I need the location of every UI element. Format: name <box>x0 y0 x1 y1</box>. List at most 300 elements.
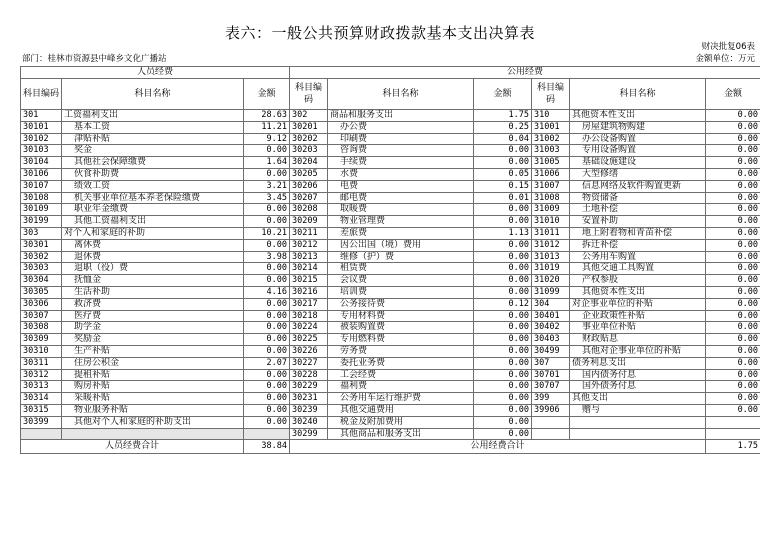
public-left-name-cell: 工会经费 <box>328 369 474 381</box>
public-left-amount-cell: 0.00 <box>474 334 532 346</box>
table-row <box>21 157 760 169</box>
public-right-name-cell <box>570 428 706 440</box>
personnel-code-cell <box>21 428 62 440</box>
personnel-amount-cell: 9.12 <box>244 133 290 145</box>
personnel-code-cell: 30108 <box>21 192 62 204</box>
col-header-name: 科目名称 <box>570 79 706 110</box>
personnel-amount-cell: 3.21 <box>244 180 290 192</box>
public-left-code-cell: 30207 <box>290 192 328 204</box>
public-left-name-cell: 专用燃料费 <box>328 334 474 346</box>
personnel-code-cell: 30310 <box>21 345 62 357</box>
table-row <box>21 168 760 180</box>
personnel-name-cell: 伙食补助费 <box>62 168 244 180</box>
public-left-code-cell: 30218 <box>290 310 328 322</box>
public-right-amount-cell: 0.00 <box>706 381 760 393</box>
public-left-amount-cell: 0.01 <box>474 192 532 204</box>
personnel-name-cell: 退休费 <box>62 251 244 263</box>
public-left-amount-cell: 0.00 <box>474 157 532 169</box>
public-left-name-cell: 会议费 <box>328 275 474 287</box>
public-right-name-cell: 其他支出 <box>570 393 706 405</box>
public-right-name-cell: 债务利息支出 <box>570 357 706 369</box>
public-left-amount-cell: 0.00 <box>474 145 532 157</box>
personnel-code-cell: 30312 <box>21 369 62 381</box>
public-right-name-cell: 产权参股 <box>570 275 706 287</box>
public-left-name-cell: 劳务费 <box>328 345 474 357</box>
personnel-amount-cell: 0.00 <box>244 310 290 322</box>
public-left-code-cell: 30206 <box>290 180 328 192</box>
public-right-code-cell: 30402 <box>532 322 570 334</box>
public-left-amount-cell: 0.00 <box>474 322 532 334</box>
public-right-amount-cell: 0.00 <box>706 310 760 322</box>
personnel-code-cell: 30103 <box>21 145 62 157</box>
public-left-code-cell: 30208 <box>290 204 328 216</box>
public-right-amount-cell: 0.00 <box>706 204 760 216</box>
personnel-name-cell: 生活补助 <box>62 286 244 298</box>
table-row <box>21 404 760 416</box>
public-right-amount-cell: 0.00 <box>706 145 760 157</box>
public-left-amount-cell: 0.05 <box>474 168 532 180</box>
table-row <box>21 286 760 298</box>
table-row <box>21 275 760 287</box>
personnel-amount-cell: 11.21 <box>244 121 290 133</box>
public-right-amount-cell: 0.00 <box>706 393 760 405</box>
table-row <box>21 110 760 122</box>
public-right-name-cell: 土地补偿 <box>570 204 706 216</box>
public-left-amount-cell: 0.00 <box>474 369 532 381</box>
public-right-code-cell: 304 <box>532 298 570 310</box>
table-row <box>21 345 760 357</box>
public-left-name-cell: 咨询费 <box>328 145 474 157</box>
public-left-code-cell: 30204 <box>290 157 328 169</box>
public-right-amount-cell: 0.00 <box>706 298 760 310</box>
col-header-amount: 金额 <box>474 79 532 110</box>
personnel-amount-cell: 0.00 <box>244 322 290 334</box>
table-row <box>21 310 760 322</box>
public-left-amount-cell: 0.00 <box>474 239 532 251</box>
expenditure-table <box>20 66 760 454</box>
personnel-name-cell: 其他社会保障缴费 <box>62 157 244 169</box>
personnel-name-cell: 抚恤金 <box>62 275 244 287</box>
table-row <box>21 251 760 263</box>
public-left-amount-cell: 0.00 <box>474 393 532 405</box>
public-left-amount-cell: 0.25 <box>474 121 532 133</box>
personnel-name-cell: 对个人和家庭的补助 <box>62 227 244 239</box>
public-left-name-cell: 公务接待费 <box>328 298 474 310</box>
personnel-name-cell: 职业年金缴费 <box>62 204 244 216</box>
public-right-name-cell: 其他交通工具购置 <box>570 263 706 275</box>
personnel-name-cell: 机关事业单位基本养老保险缴费 <box>62 192 244 204</box>
public-left-name-cell: 商品和服务支出 <box>328 110 474 122</box>
public-right-code-cell: 31012 <box>532 239 570 251</box>
public-right-code-cell: 30499 <box>532 345 570 357</box>
personnel-name-cell <box>62 428 244 440</box>
personnel-code-cell: 30101 <box>21 121 62 133</box>
report-title: 表六：一般公共预算财政拨款基本支出决算表 <box>224 24 535 42</box>
public-right-name-cell: 其他对企事业单位的补贴 <box>570 345 706 357</box>
personnel-name-cell: 物业服务补贴 <box>62 404 244 416</box>
public-right-name-cell: 房屋建筑物购建 <box>570 121 706 133</box>
public-right-name-cell: 其他资本性支出 <box>570 286 706 298</box>
public-left-name-cell: 委托业务费 <box>328 357 474 369</box>
public-right-code-cell: 31003 <box>532 145 570 157</box>
public-left-code-cell: 30203 <box>290 145 328 157</box>
public-left-name-cell: 公务用车运行维护费 <box>328 393 474 405</box>
public-right-code-cell: 31005 <box>532 157 570 169</box>
personnel-code-cell: 30307 <box>21 310 62 322</box>
public-left-amount-cell: 1.13 <box>474 227 532 239</box>
public-right-code-cell: 31008 <box>532 192 570 204</box>
public-right-amount-cell: 0.00 <box>706 110 760 122</box>
public-right-code-cell: 31006 <box>532 168 570 180</box>
personnel-amount-cell: 1.64 <box>244 157 290 169</box>
personnel-name-cell: 离休费 <box>62 239 244 251</box>
public-left-code-cell: 30228 <box>290 369 328 381</box>
public-right-code-cell: 30401 <box>532 310 570 322</box>
personnel-code-cell: 30102 <box>21 133 62 145</box>
public-left-code-cell: 30240 <box>290 416 328 428</box>
public-left-code-cell: 30299 <box>290 428 328 440</box>
public-left-code-cell: 302 <box>290 110 328 122</box>
public-right-code-cell: 31020 <box>532 275 570 287</box>
public-right-amount-cell: 0.00 <box>706 369 760 381</box>
public-right-name-cell: 大型修缮 <box>570 168 706 180</box>
public-right-code-cell: 39906 <box>532 404 570 416</box>
public-right-code-cell: 31019 <box>532 263 570 275</box>
table-row <box>21 334 760 346</box>
public-left-name-cell: 手续费 <box>328 157 474 169</box>
personnel-name-cell: 基本工资 <box>62 121 244 133</box>
public-left-code-cell: 30201 <box>290 121 328 133</box>
public-right-amount-cell: 0.00 <box>706 334 760 346</box>
public-left-amount-cell: 0.00 <box>474 216 532 228</box>
table-row <box>21 227 760 239</box>
money-unit: 金额单位：万元 <box>695 54 755 64</box>
public-total-amount: 1.75 <box>706 440 760 454</box>
public-left-amount-cell: 0.00 <box>474 428 532 440</box>
public-right-name-cell: 赠与 <box>570 404 706 416</box>
personnel-code-cell: 30199 <box>21 216 62 228</box>
personnel-code-cell: 30309 <box>21 334 62 346</box>
personnel-code-cell: 30104 <box>21 157 62 169</box>
public-right-amount-cell: 0.00 <box>706 216 760 228</box>
table-row <box>21 192 760 204</box>
personnel-code-cell: 30109 <box>21 204 62 216</box>
personnel-name-cell: 其他对个人和家庭的补助支出 <box>62 416 244 428</box>
public-left-amount-cell: 0.15 <box>474 180 532 192</box>
public-right-amount-cell: 0.00 <box>706 286 760 298</box>
public-right-amount-cell: 0.00 <box>706 239 760 251</box>
personnel-name-cell: 其他工资福利支出 <box>62 216 244 228</box>
personnel-amount-cell: 28.63 <box>244 110 290 122</box>
public-left-amount-cell: 0.00 <box>474 345 532 357</box>
public-right-amount-cell: 0.00 <box>706 168 760 180</box>
personnel-code-cell: 30107 <box>21 180 62 192</box>
personnel-amount-cell <box>244 428 290 440</box>
public-right-name-cell: 公务用车购置 <box>570 251 706 263</box>
table-row <box>21 145 760 157</box>
public-right-code-cell: 310 <box>532 110 570 122</box>
table-row <box>21 322 760 334</box>
public-left-amount-cell: 0.00 <box>474 275 532 287</box>
public-right-amount-cell <box>706 416 760 428</box>
group-header-personnel: 人员经费 <box>21 67 290 79</box>
table-row <box>21 298 760 310</box>
personnel-name-cell: 医疗费 <box>62 310 244 322</box>
personnel-code-cell: 30308 <box>21 322 62 334</box>
public-left-amount-cell: 0.00 <box>474 416 532 428</box>
public-right-code-cell: 30701 <box>532 369 570 381</box>
public-left-amount-cell: 0.00 <box>474 204 532 216</box>
personnel-total-amount: 38.84 <box>244 440 290 454</box>
public-left-name-cell: 差旅费 <box>328 227 474 239</box>
personnel-code-cell: 301 <box>21 110 62 122</box>
personnel-amount-cell: 0.00 <box>244 334 290 346</box>
public-right-code-cell: 30707 <box>532 381 570 393</box>
public-right-code-cell: 30403 <box>532 334 570 346</box>
personnel-name-cell: 购房补贴 <box>62 381 244 393</box>
public-right-code-cell: 31002 <box>532 133 570 145</box>
public-left-code-cell: 30224 <box>290 322 328 334</box>
group-header-public: 公用经费 <box>290 67 760 79</box>
personnel-code-cell: 30106 <box>21 168 62 180</box>
public-right-amount-cell: 0.00 <box>706 192 760 204</box>
public-right-code-cell: 307 <box>532 357 570 369</box>
public-total-label: 公用经费合计 <box>290 440 706 454</box>
personnel-code-cell: 30314 <box>21 393 62 405</box>
public-left-amount-cell: 0.00 <box>474 357 532 369</box>
public-right-amount-cell: 0.00 <box>706 357 760 369</box>
public-right-name-cell: 专用设备购置 <box>570 145 706 157</box>
public-left-amount-cell: 1.75 <box>474 110 532 122</box>
public-left-code-cell: 30226 <box>290 345 328 357</box>
public-left-name-cell: 培训费 <box>328 286 474 298</box>
public-right-name-cell: 安置补助 <box>570 216 706 228</box>
personnel-amount-cell: 10.21 <box>244 227 290 239</box>
public-right-amount-cell: 0.00 <box>706 345 760 357</box>
public-right-amount-cell: 0.00 <box>706 251 760 263</box>
public-right-amount-cell: 0.00 <box>706 263 760 275</box>
public-left-amount-cell: 0.00 <box>474 263 532 275</box>
public-right-amount-cell: 0.00 <box>706 157 760 169</box>
personnel-amount-cell: 0.00 <box>244 145 290 157</box>
personnel-code-cell: 30313 <box>21 381 62 393</box>
public-left-code-cell: 30211 <box>290 227 328 239</box>
table-row <box>21 204 760 216</box>
public-right-code-cell: 31099 <box>532 286 570 298</box>
personnel-amount-cell: 0.00 <box>244 369 290 381</box>
personnel-code-cell: 30302 <box>21 251 62 263</box>
personnel-amount-cell: 3.98 <box>244 251 290 263</box>
public-right-amount-cell: 0.00 <box>706 227 760 239</box>
public-left-code-cell: 30229 <box>290 381 328 393</box>
public-right-code-cell <box>532 428 570 440</box>
public-right-name-cell: 基础设施建设 <box>570 157 706 169</box>
col-header-code: 科目编码 <box>532 79 570 110</box>
table-row <box>21 416 760 428</box>
personnel-amount-cell: 4.16 <box>244 286 290 298</box>
personnel-code-cell: 30315 <box>21 404 62 416</box>
table-row <box>21 381 760 393</box>
public-right-code-cell: 31011 <box>532 227 570 239</box>
table-row <box>21 357 760 369</box>
public-left-code-cell: 30212 <box>290 239 328 251</box>
personnel-amount-cell: 0.00 <box>244 298 290 310</box>
personnel-amount-cell: 0.00 <box>244 239 290 251</box>
public-left-name-cell: 福利费 <box>328 381 474 393</box>
personnel-name-cell: 奖励金 <box>62 334 244 346</box>
public-right-name-cell: 企业政策性补贴 <box>570 310 706 322</box>
personnel-code-cell: 30304 <box>21 275 62 287</box>
col-header-code: 科目编码 <box>290 79 328 110</box>
public-left-amount-cell: 0.00 <box>474 381 532 393</box>
public-left-code-cell: 30216 <box>290 286 328 298</box>
public-right-code-cell: 31007 <box>532 180 570 192</box>
personnel-name-cell: 生产补贴 <box>62 345 244 357</box>
public-right-code-cell: 31009 <box>532 204 570 216</box>
personnel-amount-cell: 0.00 <box>244 416 290 428</box>
personnel-code-cell: 30303 <box>21 263 62 275</box>
public-left-amount-cell: 0.00 <box>474 286 532 298</box>
personnel-name-cell: 住房公积金 <box>62 357 244 369</box>
personnel-amount-cell: 0.00 <box>244 345 290 357</box>
public-right-name-cell: 其他资本性支出 <box>570 110 706 122</box>
public-left-code-cell: 30225 <box>290 334 328 346</box>
public-left-name-cell: 税金及附加费用 <box>328 416 474 428</box>
col-header-code: 科目编码 <box>21 79 62 110</box>
table-row <box>21 393 760 405</box>
public-left-name-cell: 印刷费 <box>328 133 474 145</box>
public-right-name-cell: 国内债务付息 <box>570 369 706 381</box>
public-left-name-cell: 其他商品和服务支出 <box>328 428 474 440</box>
public-left-code-cell: 30217 <box>290 298 328 310</box>
public-right-name-cell: 信息网络及软件购置更新 <box>570 180 706 192</box>
public-left-name-cell: 因公出国（境）费用 <box>328 239 474 251</box>
public-left-amount-cell: 0.12 <box>474 298 532 310</box>
public-left-name-cell: 水费 <box>328 168 474 180</box>
personnel-name-cell: 助学金 <box>62 322 244 334</box>
personnel-code-cell: 30306 <box>21 298 62 310</box>
table-row <box>21 216 760 228</box>
personnel-name-cell: 奖金 <box>62 145 244 157</box>
public-right-code-cell: 31010 <box>532 216 570 228</box>
personnel-code-cell: 30311 <box>21 357 62 369</box>
personnel-amount-cell: 3.45 <box>244 192 290 204</box>
public-right-amount-cell <box>706 428 760 440</box>
public-right-name-cell: 地上附着物和青苗补偿 <box>570 227 706 239</box>
table-row <box>21 180 760 192</box>
personnel-name-cell: 退职（役）费 <box>62 263 244 275</box>
public-right-code-cell: 399 <box>532 393 570 405</box>
unit-label: 部门：桂林市资源县中峰乡文化广播站 <box>22 54 167 64</box>
public-left-code-cell: 30214 <box>290 263 328 275</box>
personnel-amount-cell: 0.00 <box>244 216 290 228</box>
public-left-amount-cell: 0.00 <box>474 251 532 263</box>
public-right-name-cell: 财政贴息 <box>570 334 706 346</box>
personnel-amount-cell: 0.00 <box>244 381 290 393</box>
public-right-code-cell: 31013 <box>532 251 570 263</box>
personnel-name-cell: 采暖补贴 <box>62 393 244 405</box>
table-row <box>21 263 760 275</box>
public-right-name-cell: 国外债务付息 <box>570 381 706 393</box>
table-row <box>21 239 760 251</box>
personnel-amount-cell: 0.00 <box>244 263 290 275</box>
public-right-name-cell: 物资储备 <box>570 192 706 204</box>
public-right-name-cell: 事业单位补贴 <box>570 322 706 334</box>
public-left-amount-cell: 0.00 <box>474 404 532 416</box>
public-left-code-cell: 30231 <box>290 393 328 405</box>
public-left-code-cell: 30202 <box>290 133 328 145</box>
public-left-code-cell: 30227 <box>290 357 328 369</box>
table-row <box>21 133 760 145</box>
public-left-name-cell: 维修（护）费 <box>328 251 474 263</box>
col-header-amount: 金额 <box>706 79 760 110</box>
table-row <box>21 121 760 133</box>
public-right-amount-cell: 0.00 <box>706 133 760 145</box>
public-left-name-cell: 电费 <box>328 180 474 192</box>
personnel-name-cell: 救济费 <box>62 298 244 310</box>
public-left-name-cell: 其他交通费用 <box>328 404 474 416</box>
public-right-amount-cell: 0.00 <box>706 404 760 416</box>
public-right-name-cell: 办公设备购置 <box>570 133 706 145</box>
personnel-code-cell: 30305 <box>21 286 62 298</box>
personnel-name-cell: 津贴补贴 <box>62 133 244 145</box>
public-right-name-cell: 拆迁补偿 <box>570 239 706 251</box>
personnel-total-label: 人员经费合计 <box>21 440 244 454</box>
personnel-amount-cell: 0.00 <box>244 393 290 405</box>
table-row <box>21 369 760 381</box>
public-left-name-cell: 取暖费 <box>328 204 474 216</box>
public-left-name-cell: 物业管理费 <box>328 216 474 228</box>
public-right-amount-cell: 0.00 <box>706 275 760 287</box>
personnel-name-cell: 绩效工资 <box>62 180 244 192</box>
public-right-code-cell: 31001 <box>532 121 570 133</box>
public-right-amount-cell: 0.00 <box>706 180 760 192</box>
personnel-amount-cell: 0.00 <box>244 404 290 416</box>
personnel-amount-cell: 0.00 <box>244 275 290 287</box>
public-left-name-cell: 被装购置费 <box>328 322 474 334</box>
personnel-name-cell: 工资福利支出 <box>62 110 244 122</box>
personnel-amount-cell: 0.00 <box>244 168 290 180</box>
table-row <box>21 428 760 440</box>
public-right-name-cell: 对企事业单位的补贴 <box>570 298 706 310</box>
public-left-amount-cell: 0.04 <box>474 133 532 145</box>
public-left-amount-cell: 0.00 <box>474 310 532 322</box>
public-left-name-cell: 专用材料费 <box>328 310 474 322</box>
public-right-name-cell <box>570 416 706 428</box>
col-header-amount: 金额 <box>244 79 290 110</box>
form-number: 财决批复06表 <box>701 42 755 52</box>
public-left-code-cell: 30239 <box>290 404 328 416</box>
public-right-amount-cell: 0.00 <box>706 322 760 334</box>
personnel-amount-cell: 0.00 <box>244 204 290 216</box>
public-left-code-cell: 30209 <box>290 216 328 228</box>
public-right-amount-cell: 0.00 <box>706 121 760 133</box>
personnel-code-cell: 30301 <box>21 239 62 251</box>
personnel-code-cell: 30399 <box>21 416 62 428</box>
public-right-code-cell <box>532 416 570 428</box>
public-left-name-cell: 办公费 <box>328 121 474 133</box>
personnel-amount-cell: 2.07 <box>244 357 290 369</box>
public-left-code-cell: 30205 <box>290 168 328 180</box>
col-header-name: 科目名称 <box>328 79 474 110</box>
col-header-name: 科目名称 <box>62 79 244 110</box>
public-left-name-cell: 租赁费 <box>328 263 474 275</box>
personnel-code-cell: 303 <box>21 227 62 239</box>
public-left-code-cell: 30215 <box>290 275 328 287</box>
personnel-name-cell: 提租补贴 <box>62 369 244 381</box>
public-left-name-cell: 邮电费 <box>328 192 474 204</box>
public-left-code-cell: 30213 <box>290 251 328 263</box>
